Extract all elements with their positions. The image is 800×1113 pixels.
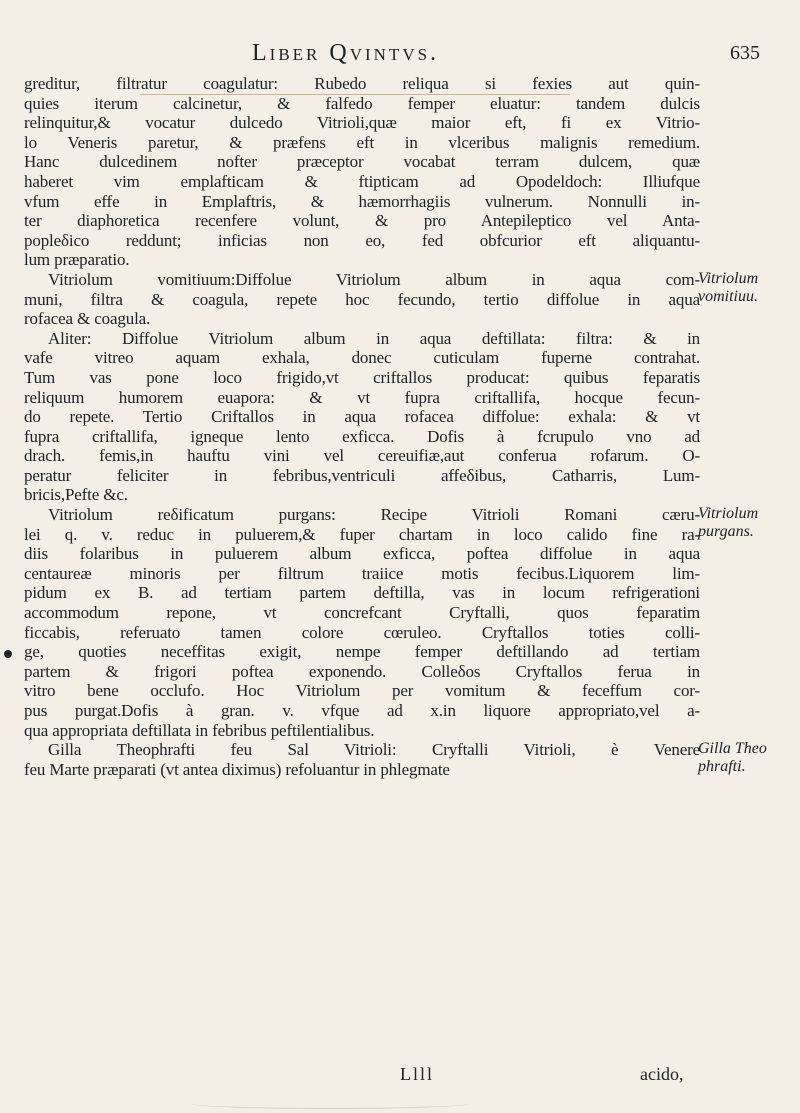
page-smudge xyxy=(190,1098,470,1109)
text-line: peratur feliciter in febribus,ventriculi affeδibus, Catharris, Lum- xyxy=(24,465,700,485)
text-line: accommodum repone, vt concrefcant Cryftalli, quos feparatim xyxy=(24,603,700,623)
text-line: haberet vim emplafticam & ftipticam ad Opodeldoch: Illiufque xyxy=(24,171,700,191)
text-line: Tum vas pone loco frigido,vt criftallos producat: quibus feparatis xyxy=(24,367,700,387)
text-line: relinquitur,& vocatur dulcedo Vitrioli,quæ maior eft, fi ex Vitrio- xyxy=(24,113,700,133)
text-line: drach. femis,in hauftu vini vel cereuifiæ,aut conferua rofarum. O- xyxy=(24,446,700,466)
text-line: ter diaphoretica recenfere volunt, & pro Antepileptico vel Anta- xyxy=(24,211,700,231)
text-line: Gilla Theophrafti feu Sal Vitrioli: Cryftalli Vitrioli, è Venere xyxy=(48,740,700,760)
text-line: fupra criftallifa, igneque lento exficca. Dofis à fcrupulo vno ad xyxy=(24,426,700,446)
page-header xyxy=(40,36,760,70)
text-line: Hanc dulcedinem nofter præceptor vocabat terram dulcem, quæ xyxy=(24,152,700,172)
running-head: Liber Qvintvs. xyxy=(252,40,440,66)
text-line: vfum effe in Emplaftris, & hæmorrhagiis vulnerum. Nonnulli in- xyxy=(24,191,700,211)
text-line: Vitriolum reδificatum purgans: Recipe Vitrioli Romani cæru- xyxy=(48,505,700,525)
text-line: greditur, filtratur coagulatur: Rubedo reliqua si fexies aut quin- xyxy=(24,74,700,93)
text-line: rofacea & coagula. xyxy=(24,309,151,329)
text-line: do repete. Tertio Criftallos in aqua rofacea diffolue: exhala: & vt xyxy=(24,407,700,427)
text-line: popleδico reddunt; inficias non eo, fed obfcurior eft aliquantu- xyxy=(24,230,700,250)
text-line: quies iterum calcinetur, & falfedo femper eluatur: tandem dulcis xyxy=(24,93,700,113)
signature-mark: Llll xyxy=(400,1064,434,1084)
text-line: lo Veneris paretur, & præfens eft in vlceribus malignis remedium. xyxy=(24,132,700,152)
page-footer xyxy=(0,1064,800,1086)
margin-note: Vitriolum vomitiuu. xyxy=(698,270,759,305)
page-number: 635 xyxy=(730,42,760,64)
text-line: Aliter: Diffolue Vitriolum album in aqua deftillata: filtra: & in xyxy=(48,328,700,348)
text-line: Vitriolum vomitiuum:Diffolue Vitriolum album in aqua com- xyxy=(48,269,700,289)
text-line: vitro bene occlufo. Hoc Vitriolum per vomitum & feceffum cor- xyxy=(24,681,700,701)
text-line: centaureæ minoris per filtrum traiice motis fecibus.Liquorem lim- xyxy=(24,563,700,583)
text-line: qua appropriata deftillata in febribus peftilentialibus. xyxy=(24,720,375,740)
body-text xyxy=(24,74,700,779)
text-line: pidum ex B. ad tertiam partem deftilla, vas in locum refrigerationi xyxy=(24,583,700,603)
text-line: lum præparatio. xyxy=(24,250,130,270)
text-line: feu Marte præparati (vt antea diximus) refoluantur in phlegmate xyxy=(24,759,450,779)
margin-note: Gilla Theo phrafti. xyxy=(698,740,767,776)
text-line: vafe vitreo aquam exhala, donec cuticulam fuperne contrahat. xyxy=(24,348,700,368)
text-line: diis folaribus in puluerem album exficca, poftea diffolue in aqua xyxy=(24,544,700,564)
text-line: ficcabis, referuato tamen colore cœruleo. Cryftallos toties colli- xyxy=(24,622,700,642)
text-line: bricis,Pefte &c. xyxy=(24,485,128,505)
text-line: reliquum humorem euapora: & vt fupra criftallifa, hocque fecun- xyxy=(24,387,700,407)
text-line: partem & frigori poftea exponendo. Colleδos Cryftallos ferua in xyxy=(24,661,700,681)
margin-note: Vitriolum purgans. xyxy=(698,505,759,541)
text-line: pus purgat.Dofis à gran. v. vfque ad x.in liquore appropriato,vel a- xyxy=(24,701,700,720)
text-line: lei q. v. reduc in puluerem,& fuper chartam in loco calido fine ra- xyxy=(24,524,700,544)
catchword: acido, xyxy=(640,1064,684,1084)
margin-bullet xyxy=(4,650,12,658)
text-line: muni, filtra & coagula, repete hoc fecundo, tertio diffolue in aqua xyxy=(24,289,700,309)
text-line: ge, quoties neceffitas exigit, nempe femper deftillando ad tertiam xyxy=(24,642,700,662)
